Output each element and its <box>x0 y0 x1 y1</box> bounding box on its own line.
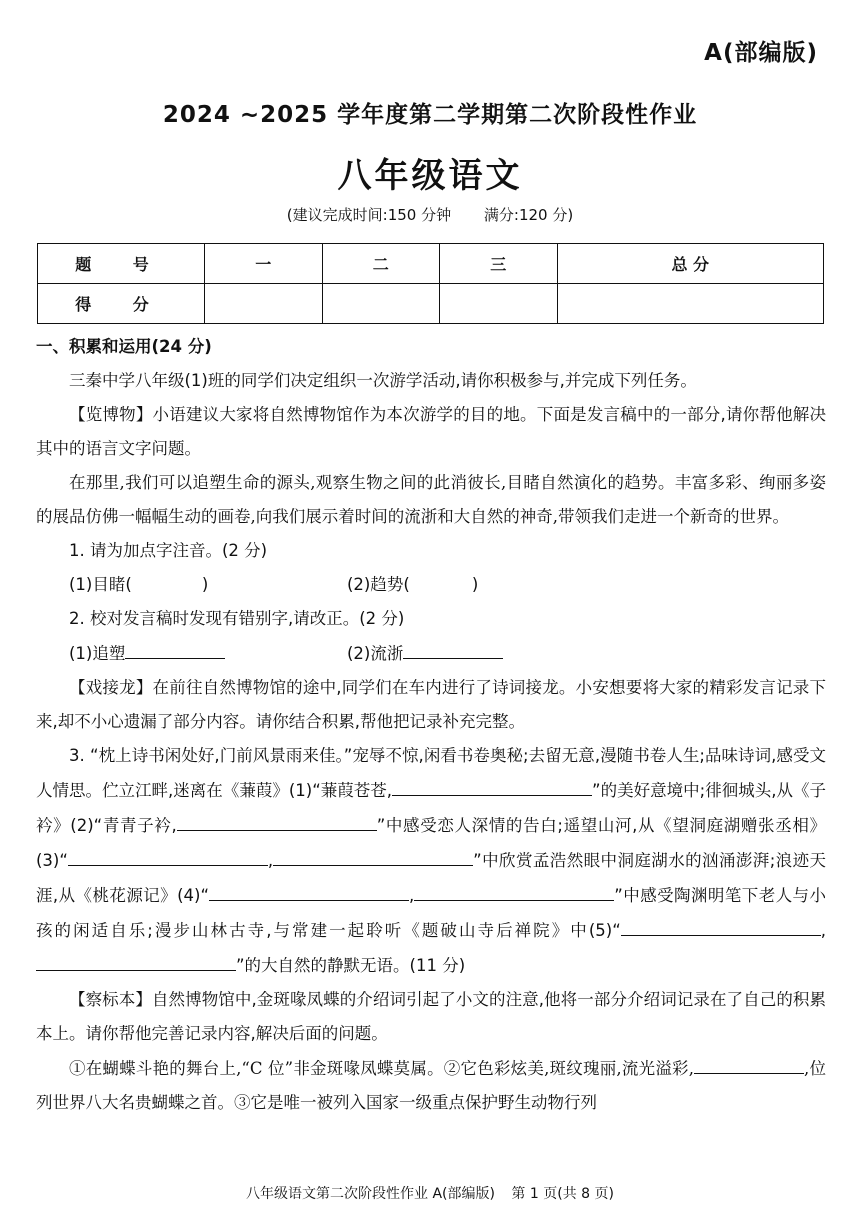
q1-answer-1[interactable] <box>132 568 202 590</box>
q3-blank-4b[interactable] <box>414 878 614 901</box>
time-score-note <box>0 204 860 225</box>
score-row-label: 得 分 <box>38 284 205 324</box>
score-table <box>37 243 824 324</box>
section-heading: 一、积累和运用(24 分) <box>36 337 212 356</box>
q2-answer-1[interactable] <box>125 636 225 659</box>
q2-answer-2[interactable] <box>403 636 503 659</box>
question-1-answers <box>36 568 826 602</box>
q1-item-1: (1)目睹( ) <box>69 568 347 602</box>
q3-blank-1[interactable] <box>392 773 592 796</box>
page-footer <box>0 1183 860 1203</box>
question-2-answers <box>36 636 826 671</box>
q3-blank-3b[interactable] <box>273 843 473 866</box>
question-1: 1. 请为加点字注音。(2 分) <box>69 541 268 560</box>
q2-item-2: (2)流浙 <box>347 636 625 671</box>
score-note: 满分:120 分) <box>483 206 574 224</box>
section-1 <box>36 330 826 1120</box>
score-col-1: 一 <box>205 244 323 284</box>
butterfly-note: ①在蝴蝶斗艳的舞台上,“C 位”非金斑喙凤蝶莫属。②它色彩炫美,斑纹瑰丽,流光溢彩, ,位列世界八大名贵蝴蝶之首。③它是唯一被列入国家一级重点保护野生动物行列 <box>36 1051 826 1120</box>
question-2: 2. 校对发言稿时发现有错别字,请改正。(2 分) <box>69 609 405 628</box>
q3-blank-4a[interactable] <box>209 878 409 901</box>
score-col-label: 题 号 <box>38 244 205 284</box>
score-col-total: 总 分 <box>557 244 823 284</box>
subject-title: 八年级语文 <box>337 156 523 196</box>
score-cell-1 <box>205 284 323 324</box>
q3-blank-5a[interactable] <box>621 913 821 936</box>
score-cell-2 <box>322 284 440 324</box>
q3-blank-5b[interactable] <box>36 948 236 971</box>
q3-blank-2[interactable] <box>177 808 377 831</box>
score-col-2: 二 <box>322 244 440 284</box>
question-3: 3. “枕上诗书闲处好,门前风景雨来佳。”宠辱不惊,闲看书卷奥秘;去留无意,漫随书卷人生;品味诗词,感受文人情思。伫立江畔,迷离在《蒹葭》(1)“蒹葭苍苍, ”的美好意境中;徘徊城头,从《子衿》(2)“青青子衿, ”中感受恋人深情的告白;遥望山河,从《望洞庭湖赠张丞相》(3)“ , ”中欣赏孟浩然眼中洞庭湖水的汹涌澎湃;浪迹天涯,从《桃花源记》(4)“ , ”中感受陶渊明笔下老人与小孩的闲适自乐;漫步山林古寺,与常建一起聆听《题破山寺后禅院》中(5)“ ,”的大自然的静默无语。(11 分) <box>36 746 827 975</box>
q1-item-2: (2)趋势( ) <box>347 568 625 602</box>
note-blank[interactable] <box>694 1051 804 1074</box>
task-museum: 【览博物】小语建议大家将自然博物馆作为本次游学的目的地。下面是发言稿中的一部分,请你帮他解决其中的语言文字问题。 <box>36 405 826 458</box>
score-cell-total <box>557 284 823 324</box>
task-specimen: 【察标本】自然博物馆中,金斑喙凤蝶的介绍词引起了小文的注意,他将一部分介绍词记录在了自己的积累本上。请你帮他完善记录内容,解决后面的问题。 <box>36 990 826 1043</box>
exam-title: 2024 ~2025 学年度第二学期第二次阶段性作业 <box>162 102 698 128</box>
score-table-header-row <box>38 244 824 284</box>
speech-excerpt: 在那里,我们可以追塑生命的源头,观察生物之间的此消彼长,目睹自然演化的趋势。丰富多彩、绚丽多姿的展品仿佛一幅幅生动的画卷,向我们展示着时间的流浙和大自然的神奇,带领我们走进一个新奇的世界。 <box>36 473 826 526</box>
q3-blank-3a[interactable] <box>68 843 268 866</box>
q1-answer-2[interactable] <box>410 568 472 590</box>
footer-page-number: 第 1 页(共 8 页) <box>511 1186 614 1202</box>
score-table-score-row <box>38 284 824 324</box>
q2-item-1: (1)追塑 <box>69 636 347 671</box>
task-poem-relay: 【戏接龙】在前往自然博物馆的途中,同学们在车内进行了诗词接龙。小安想要将大家的精彩发言记录下来,却不小心遗漏了部分内容。请你结合积累,帮他把记录补充完整。 <box>36 678 826 731</box>
intro-paragraph: 三秦中学八年级(1)班的同学们决定组织一次游学活动,请你积极参与,并完成下列任务。 <box>69 371 697 390</box>
edition-label: A(部编版) <box>704 40 818 66</box>
score-cell-3 <box>440 284 558 324</box>
footer-title: 八年级语文第二次阶段性作业 A(部编版) <box>246 1186 495 1202</box>
score-col-3: 三 <box>440 244 558 284</box>
time-note: (建议完成时间:150 分钟 <box>286 206 452 224</box>
